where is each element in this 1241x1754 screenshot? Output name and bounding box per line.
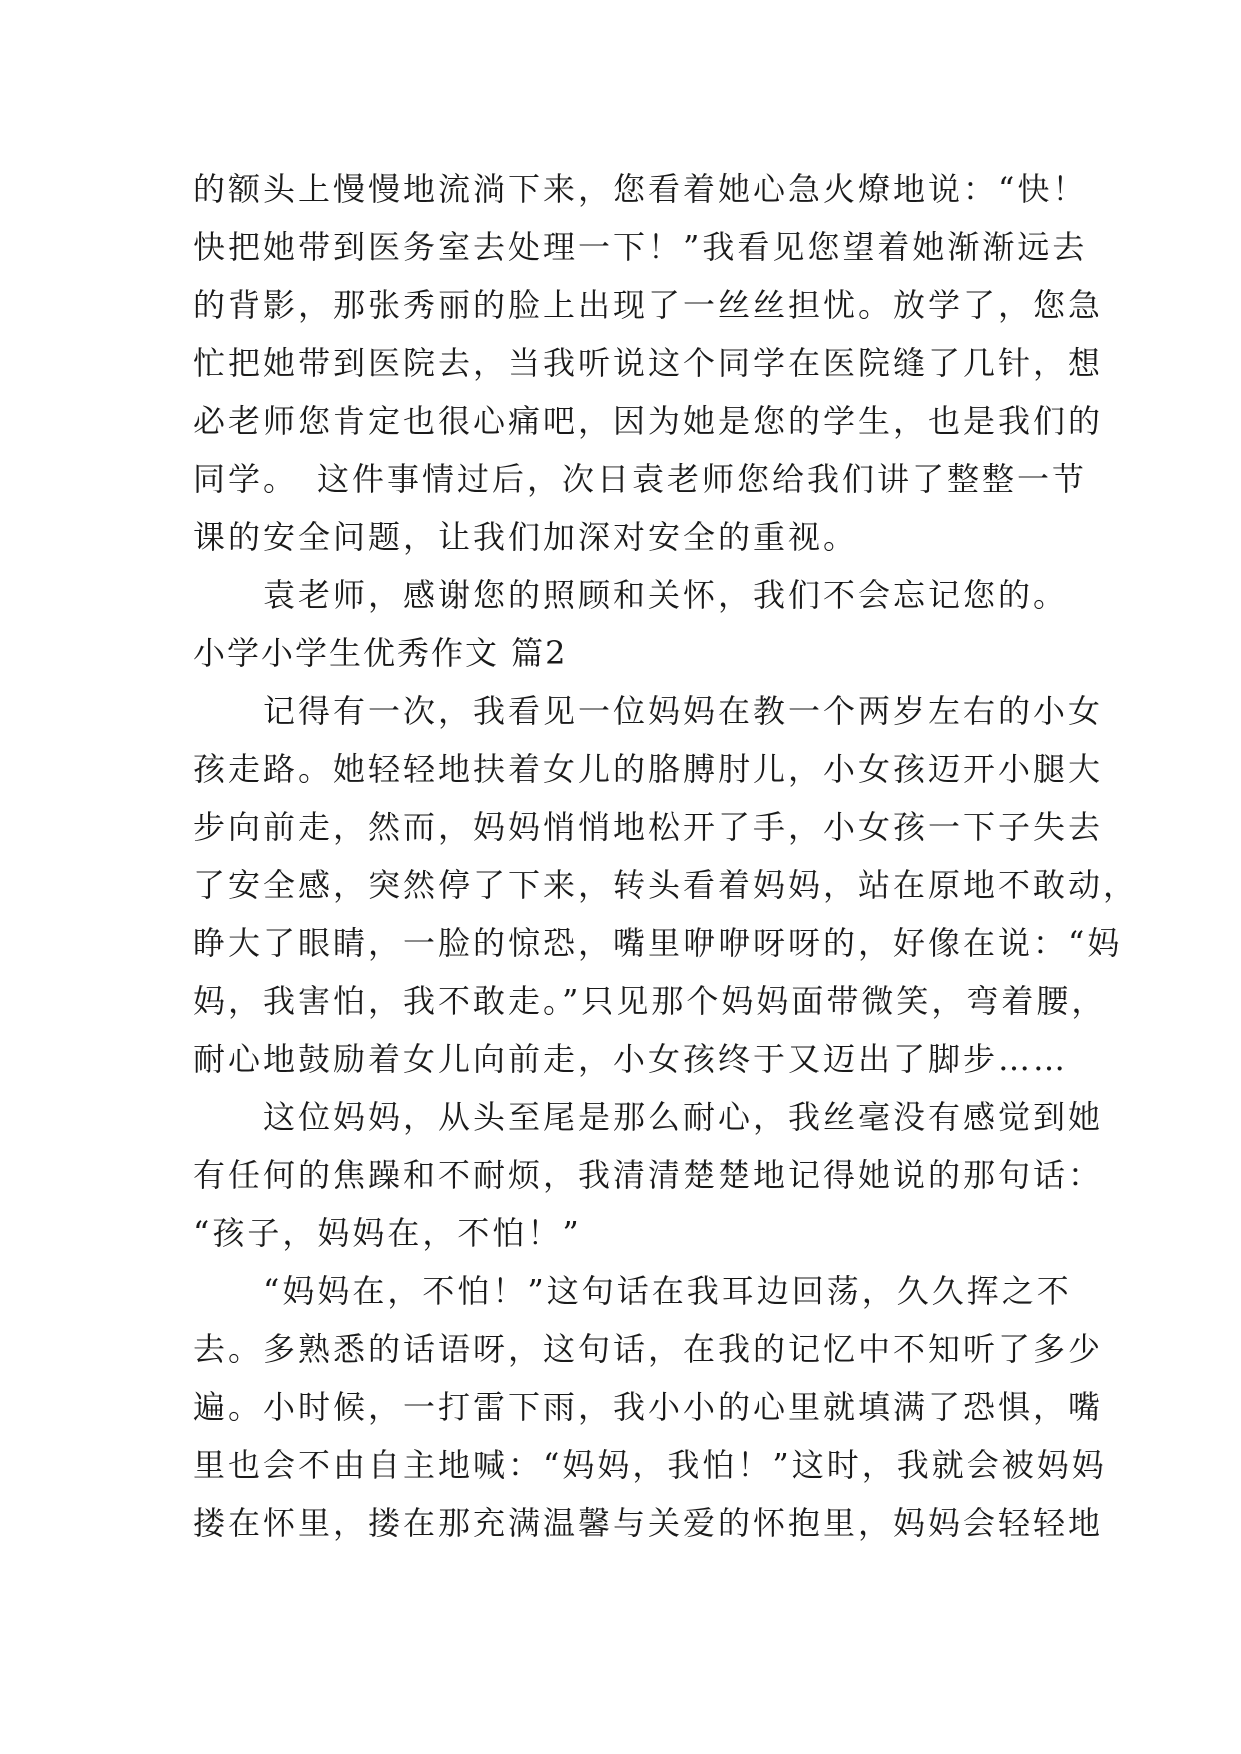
text-line: 必老师您肯定也很心痛吧，因为她是您的学生，也是我们的 — [193, 402, 1104, 440]
text-line: 孩走路。她轻轻地扶着女儿的胳膊肘儿，小女孩迈开小腿大 — [193, 750, 1104, 788]
text-line: 忙把她带到医院去，当我听说这个同学在医院缝了几针，想 — [193, 344, 1104, 382]
text-line: 的背影，那张秀丽的脸上出现了一丝丝担忧。放学了，您急 — [193, 286, 1104, 324]
text-line: 这位妈妈，从头至尾是那么耐心，我丝毫没有感觉到她 — [193, 1098, 1104, 1136]
text-line: 里也会不由自主地喊：“妈妈，我怕！”这时，我就会被妈妈 — [193, 1446, 1107, 1484]
text-line: 去。多熟悉的话语呀，这句话，在我的记忆中不知听了多少 — [193, 1330, 1104, 1368]
text-line: 的额头上慢慢地流淌下来，您看着她心急火燎地说：“快！ — [193, 170, 1088, 208]
text-line: 步向前走，然而，妈妈悄悄地松开了手，小女孩一下子失去 — [193, 808, 1104, 846]
text-line: 袁老师，感谢您的照顾和关怀，我们不会忘记您的。 — [193, 576, 1069, 614]
text-line: 同学。 这件事情过后，次日袁老师您给我们讲了整整一节 — [193, 460, 1088, 498]
text-line: 遍。小时候，一打雷下雨，我小小的心里就填满了恐惧，嘴 — [193, 1388, 1104, 1426]
text-line: 了安全感，突然停了下来，转头看着妈妈，站在原地不敢动， — [193, 866, 1139, 904]
text-line: 记得有一次，我看见一位妈妈在教一个两岁左右的小女 — [193, 692, 1104, 730]
text-line: 睁大了眼睛，一脸的惊恐，嘴里咿咿呀呀的，好像在说：“妈 — [193, 924, 1123, 962]
essay-text — [193, 160, 1139, 1552]
text-line: 快把她带到医务室去处理一下！”我看见您望着她渐渐远去 — [193, 228, 1088, 266]
text-line: 课的安全问题，让我们加深对安全的重视。 — [193, 518, 859, 556]
section-title: 小学小学生优秀作文 篇2 — [193, 634, 568, 672]
text-line: “孩子，妈妈在，不怕！” — [193, 1214, 582, 1252]
text-line: 耐心地鼓励着女儿向前走，小女孩终于又迈出了脚步…… — [193, 1040, 1069, 1078]
text-line: 有任何的焦躁和不耐烦，我清清楚楚地记得她说的那句话： — [193, 1156, 1104, 1194]
text-line: 妈，我害怕，我不敢走。”只见那个妈妈面带微笑，弯着腰， — [193, 982, 1107, 1020]
text-line: “妈妈在，不怕！”这句话在我耳边回荡，久久挥之不 — [193, 1272, 1072, 1310]
text-line: 搂在怀里，搂在那充满温馨与关爱的怀抱里，妈妈会轻轻地 — [193, 1504, 1104, 1542]
